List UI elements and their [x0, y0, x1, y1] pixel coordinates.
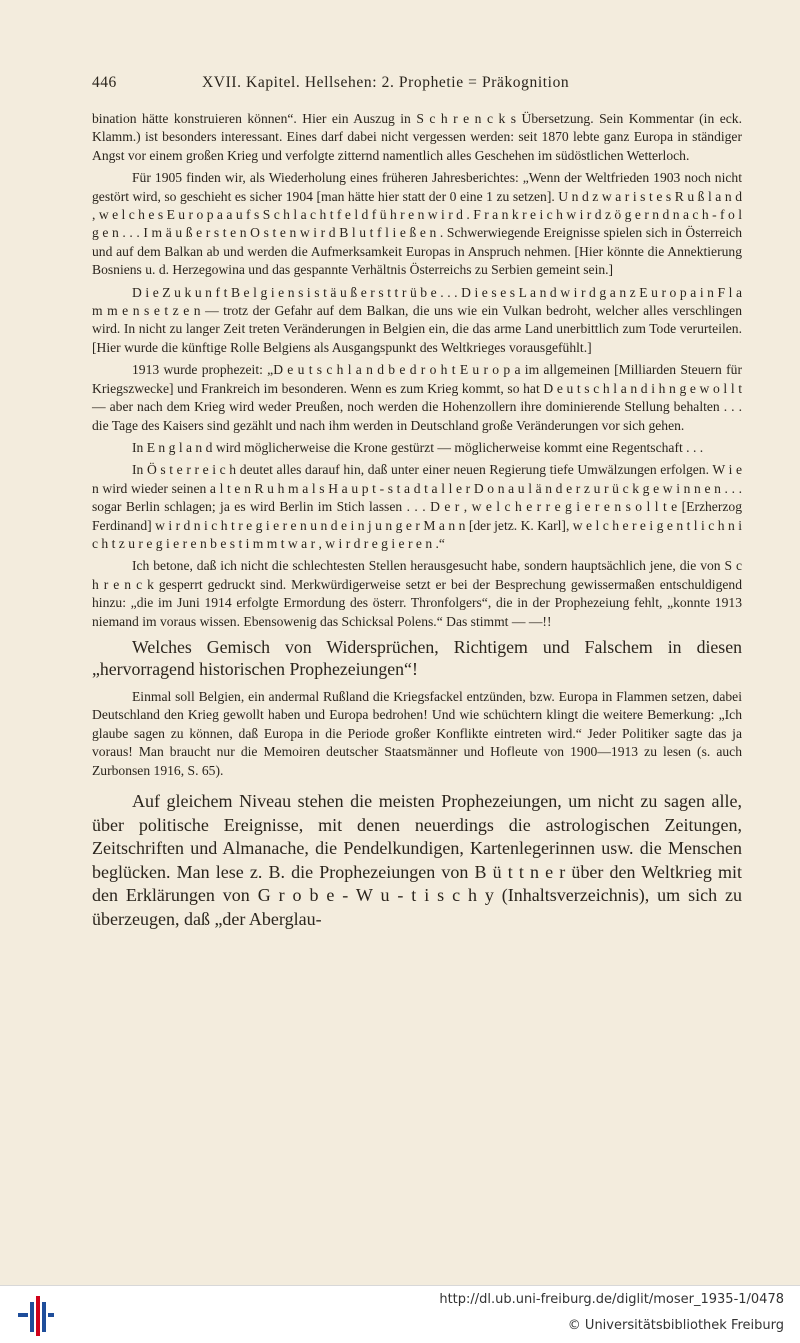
- page-number: 446: [92, 74, 117, 91]
- paragraph: Für 1905 finden wir, als Wiederholung eines früheren Jahresberichtes: „Wenn der Weltfrieden 1903 noch nicht gestört wird, so geschieht es sicher 1904 [man hätte hier statt der 0 eine 1 zu setzen]. U n d z w a r i s t e s R u ß l a n d , w e l c h e s E u r o p a a u f s S c h l a c h t f e l d f ü h r e n w i r d . F r a n k r e i c h w i r d z ö g e r n d n a c h - f o l g e n . . . I m ä u ß e r s t e n O s t e n w i r d B l u t f l i e ß e n . Schwerwiegende Ereignisse spielen sich in Österreich und auf dem Balkan ab und werden die Aufmerksamkeit Europas in Anspruch nehmen. [Hier könnte die Annektierung Bosniens u. d. Herzegowina und das gespannte Verhältnis Österreichs zu Serbien gemeint sein.]: [92, 170, 742, 278]
- small-print-block: [92, 110, 742, 631]
- paragraph-mid: Welches Gemisch von Widersprüchen, Richtigem und Falschem in diesen „hervorragend historischen Prophezeiungen“!: [92, 636, 742, 679]
- paragraph-large: Auf gleichem Niveau stehen die meisten Prophezeiungen, um nicht zu sagen alle, über politische Ereignisse, mit denen neuerdings die astrologischen Zeitungen, Zeitschriften und Almanache, die Pendelkundigen, Kartenlegerinnen usw. die Menschen beglücken. Man lese z. B. die Prophezeiungen von B ü t t n e r über den Weltkrieg mit den Erklärungen von G r o b e - W u - t i s c h y (Inhaltsverzeichnis), um sich zu überzeugen, daß „der Aberglau-: [92, 791, 742, 929]
- paragraph: 1913 wurde prophezeit: „D e u t s c h l a n d b e d r o h t E u r o p a im allgemeinen [Milliarden Steuern für Kriegszwecke] und Frankreich im besonderen. Wenn es zum Krieg kommt, so hat D e u t s c h l a n d i h n g e w o l l t — aber nach dem Krieg wird weder Preußen, noch werden die Hohenzollern ihre dominierende Stellung behalten . . . die Tage des Kaisers sind gezählt und nach ihm werden in Deutschland große Veränderungen vor sich gehen.: [92, 362, 742, 433]
- copyright-text: © Universitätsbibliothek Freiburg: [567, 1318, 784, 1333]
- running-header: [92, 74, 742, 92]
- paragraph: In Ö s t e r r e i c h deutet alles darauf hin, daß unter einer neuen Regierung tiefe Umwälzungen erfolgen. W i e n wird wieder seinen a l t e n R u h m a l s H a u p t - s t a d t a l l e r D o n a u l ä n d e r z u r ü c k g e w i n n e n . . . sogar Berlin schlagen; ja es wird Berlin im Stich lassen . . . D e r , w e l c h e r r e g i e r e n s o l l t e [Erzherzog Ferdinand] w i r d n i c h t r e g i e r e n u n d e i n j u n g e r M a n n [der jetz. K. Karl], w e l c h e r e i g e n t l i c h n i c h t z u r e g i e r e n b e s t i m m t w a r , w i r d r e g i e r e n .“: [92, 462, 742, 551]
- paragraph: In E n g l a n d wird möglicherweise die Krone gestürzt — möglicherweise kommt eine Regentschaft . . .: [132, 439, 704, 455]
- ub-freiburg-logo-icon: [18, 1296, 54, 1336]
- paragraph: D i e Z u k u n f t B e l g i e n s i s t ä u ß e r s t t r ü b e . . . D i e s e s L a n d w i r d g a n z E u r o p a i n F l a m m e n s e t z e n — trotz der Gefahr auf dem Balkan, die uns wie ein Vulkan bedroht, welcher alles verschlingen wird. In nicht zu langer Zeit treten Veränderungen in Belgien ein, die das arme Land unerbittlich zum Tode verurteilen. [Hier wurde die künftige Rolle Belgiens als Ausgangspunkt des Weltkrieges vorausgefühlt.]: [92, 284, 742, 355]
- body-text: [92, 110, 742, 931]
- footer-bar: [0, 1285, 800, 1343]
- paragraph: Ich betone, daß ich nicht die schlechtesten Stellen herausgesucht habe, sondern hauptsächlich jene, die von S c h r e n c k gesperrt gedruckt sind. Merkwürdigerweise setzt er bei der Besprechung gewissermaßen entschuldigend hinzu: „die im Juni 1914 erfolgte Ermordung des österr. Thronfolgers“, die in der Prophezeiung fehlt, „konnte 1913 niemand im voraus wissen. Ebensowenig das Schicksal Polens.“ Das stimmt — —!!: [92, 558, 742, 629]
- paragraph: bination hätte konstruieren können“. Hier ein Auszug in S c h r e n c k s Übersetzung. Sein Kommentar (in eck. Klamm.) ist besonders interessant. Eines darf dabei nicht vergessen werden: seit 1870 lebte ganz Europa in ständiger Angst vor einem großen Krieg und verfolgte zitternd namentlich alles Geschehen im südöstlichen Wetterloch.: [92, 111, 742, 163]
- document-url-link[interactable]: http://dl.ub.uni-freiburg.de/diglit/moser_1935-1/0478: [439, 1292, 784, 1307]
- small-print-block-2: [92, 688, 742, 780]
- paragraph: Einmal soll Belgien, ein andermal Rußland die Kriegsfackel entzünden, bzw. Europa in Flammen setzen, dabei Deutschland den Krieg gewollt haben und Europa bedrohen! Und wie schüchtern klingt die weitere Bemerkung: „Ich glaube sagen zu können, daß Europa in die Periode großer Konflikte eintreten wird.“ Jeder Politiker sagte das ja voraus! Man braucht nur die Memoiren deutscher Staatsmänner und Hofleute von 1900—1913 zu lesen (s. auch Zurbonsen 1916, S. 65).: [92, 688, 742, 778]
- running-title: XVII. Kapitel. Hellsehen: 2. Prophetie = Präkognition: [202, 74, 570, 91]
